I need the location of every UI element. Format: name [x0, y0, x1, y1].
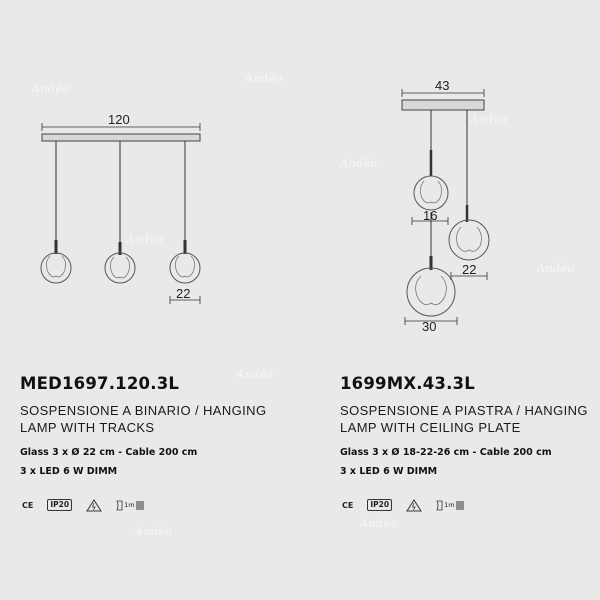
- product-code-right: 1699MX.43.3L: [340, 374, 475, 393]
- distance-icon: [116, 500, 143, 511]
- plate-width-label: 43: [435, 78, 450, 93]
- large-globe-label: 30: [422, 319, 437, 334]
- title-line: SOSPENSIONE A PIASTRA / HANGING: [340, 403, 588, 418]
- product-code-left: MED1697.120.3L: [20, 374, 180, 393]
- watermark-text: Andéo: [360, 517, 398, 530]
- plate-lamp-drawing: [300, 0, 600, 340]
- ip-rating-badge: IP20: [367, 499, 392, 511]
- title-line: SOSPENSIONE A BINARIO / HANGING: [20, 403, 267, 418]
- watermark-text: Andéo: [236, 368, 274, 381]
- watermark-text: Andéo: [126, 233, 164, 246]
- product-title-right: [340, 402, 600, 436]
- track-width-label: 120: [108, 112, 130, 127]
- ip-rating-badge: IP20: [47, 499, 72, 511]
- watermark-text: Andéo: [32, 82, 70, 95]
- watermark-text: Andéo: [245, 72, 283, 85]
- watermark-text: Andéo: [340, 157, 378, 170]
- distance-label: 1m: [444, 501, 455, 509]
- track-lamp-drawing: [0, 0, 300, 340]
- ce-mark: CE: [22, 500, 34, 510]
- watermark-text: Andéo: [135, 525, 173, 538]
- globe-diameter-label: 22: [176, 286, 191, 301]
- medium-globe-label: 22: [462, 262, 477, 277]
- watermark-text: Andéo: [470, 113, 508, 126]
- spec-led-right: 3 x LED 6 W DIMM: [340, 466, 438, 477]
- spec-glass-right: Glass 3 x Ø 18-22-26 cm - Cable 200 cm: [340, 447, 552, 458]
- title-line: LAMP WITH CEILING PLATE: [340, 420, 521, 435]
- product-title-left: [20, 402, 290, 436]
- cert-icons-right: [342, 498, 464, 512]
- ce-mark: CE: [342, 500, 354, 510]
- distance-label: 1m: [124, 501, 135, 509]
- warning-triangle-icon: [86, 499, 102, 512]
- distance-icon: [436, 500, 463, 511]
- watermark-text: Andéo: [537, 262, 575, 275]
- warning-triangle-icon: [406, 499, 422, 512]
- spec-glass-left: Glass 3 x Ø 22 cm - Cable 200 cm: [20, 447, 198, 458]
- title-line: LAMP WITH TRACKS: [20, 420, 155, 435]
- small-globe-label: 16: [423, 208, 438, 223]
- spec-led-left: 3 x LED 6 W DIMM: [20, 466, 118, 477]
- cert-icons-left: [22, 498, 144, 512]
